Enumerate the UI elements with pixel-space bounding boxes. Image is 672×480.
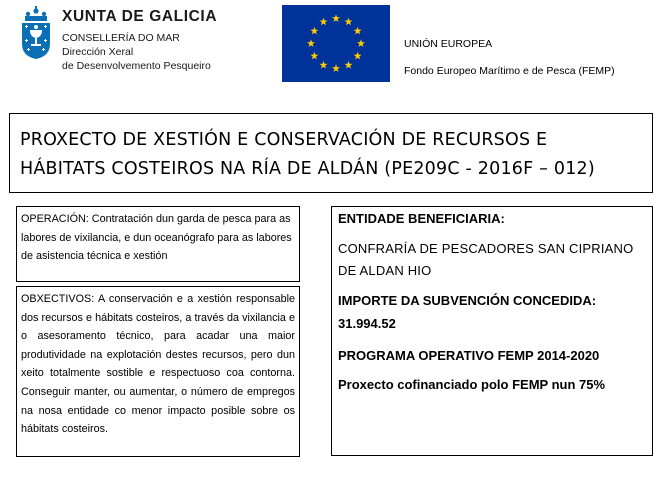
operation-text: Contratación dun garda de pesca para as labores de vixilancia, e dun oceanógrafo para as labores de asistencia técnica e xestión xyxy=(21,213,292,263)
grant-value: 31.994.52 xyxy=(338,316,396,331)
xunta-directorate: Dirección Xeral xyxy=(62,46,134,58)
objectives-label: OBXECTIVOS: xyxy=(21,293,95,305)
grant-label: IMPORTE DA SUBVENCIÓN CONCEDIDA: xyxy=(338,293,597,308)
eu-funding-info xyxy=(404,38,615,92)
project-title-line-1: PROXECTO DE XESTIÓN E CONSERVACIÓN DE RECURSOS E xyxy=(20,130,548,150)
grant-amount xyxy=(338,289,646,335)
beneficiary-box xyxy=(331,206,653,456)
operation-label: OPERACIÓN: xyxy=(21,213,89,225)
beneficiary-label: ENTIDADE BENEFICIARIA: xyxy=(338,211,505,226)
xunta-logo xyxy=(18,6,258,72)
xunta-directorate-detail: de Desenvolvemento Pesqueiro xyxy=(62,60,211,72)
cofinance-note: Proxecto cofinanciado polo FEMP nun 75% xyxy=(338,377,606,392)
galicia-coat-of-arms-icon xyxy=(18,6,54,60)
xunta-brand-name: XUNTA DE GALICIA xyxy=(62,8,218,25)
project-title-box xyxy=(9,113,653,193)
xunta-department: CONSELLERÍA DO MAR xyxy=(62,32,180,44)
beneficiary-name: CONFRARÍA DE PESCADORES SAN CIPRIANO DE ALDAN HIO xyxy=(338,241,634,278)
operation-box xyxy=(16,206,300,282)
eu-fund-name: Fondo Europeo Marítimo e de Pesca (FEMP) xyxy=(404,65,615,77)
objectives-text: A conservación e a xestión responsable dos recursos e hábitats costeiros, a través da vixilancia e o asesoramento técnico, para acadar una maior produtividade na explotación destes recursos, pero dun xeito totalmente sostible e respectuoso coa contorna. Conseguir manter, ou aumentar, o número de empregos na nosa entidade co menor impacto posible sobre os hábitats costeiros. xyxy=(21,293,295,436)
objectives-box xyxy=(16,286,300,457)
eu-flag-icon xyxy=(282,5,390,82)
project-title-line-2: HÁBITATS COSTEIROS NA RÍA DE ALDÁN (PE209C - 2016F – 012) xyxy=(20,159,595,179)
operational-program: PROGRAMA OPERATIVO FEMP 2014-2020 xyxy=(338,348,600,363)
eu-name: UNIÓN EUROPEA xyxy=(404,38,493,50)
